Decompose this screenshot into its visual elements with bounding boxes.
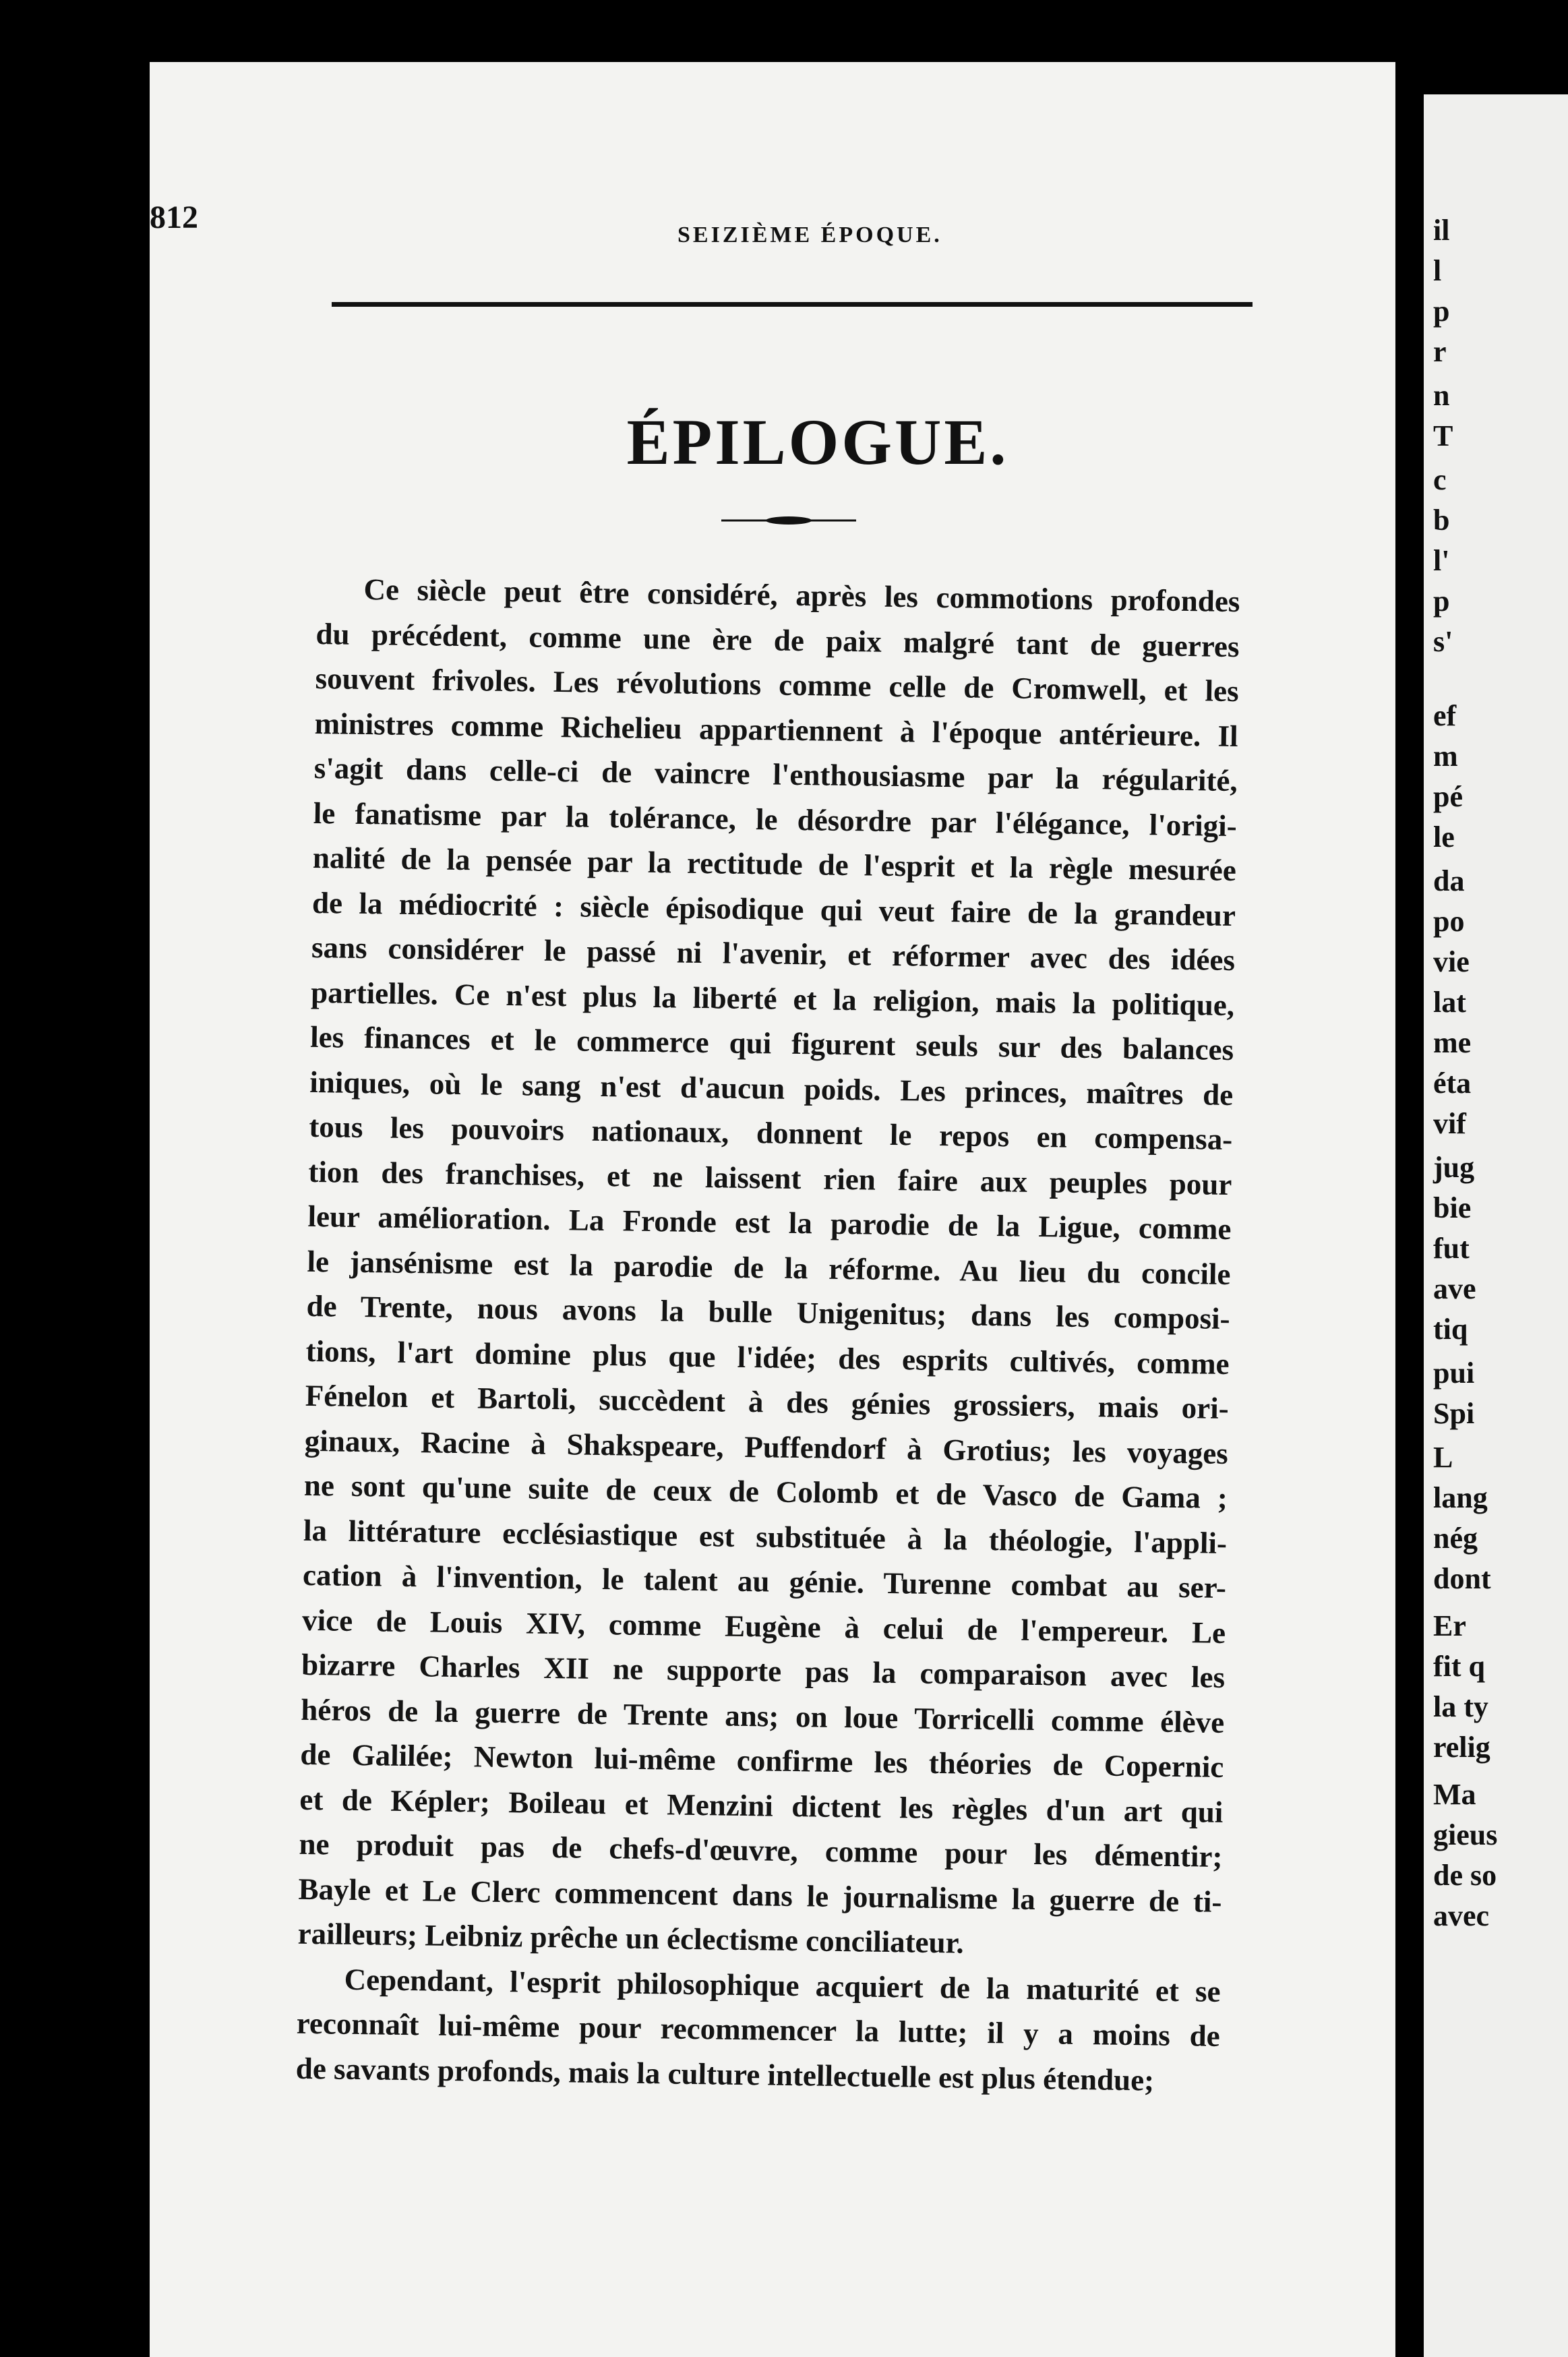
text-line: le jansénisme est la parodie de la réforme. Au lieu du concile <box>307 1244 1231 1291</box>
adjacent-page-fragment: po <box>1433 905 1465 938</box>
paragraph <box>297 566 1240 1969</box>
adjacent-page-fragment: éta <box>1433 1067 1472 1100</box>
page-number: 812 <box>150 200 198 235</box>
text-line: tion des franchises, et ne laissent rien faire aux peuples pour <box>308 1154 1232 1201</box>
adjacent-page-fragment: T <box>1433 419 1453 452</box>
adjacent-page-fragment: jug <box>1433 1151 1475 1184</box>
adjacent-page-fragment: de so <box>1433 1859 1497 1892</box>
title-ornament <box>721 515 856 526</box>
adjacent-page-fragment: r <box>1433 335 1447 368</box>
text-line: et de Képler; Boileau et Menzini dictent les règles d'un art qui <box>299 1782 1224 1829</box>
adjacent-page-fragment: pui <box>1433 1356 1475 1390</box>
adjacent-page-fragment: da <box>1433 864 1465 897</box>
text-line: de savants profonds, mais la culture intellectuelle est plus étendue; <box>295 2051 1155 2097</box>
adjacent-page-fragment: L <box>1433 1441 1453 1474</box>
text-line: ne produit pas de chefs-d'œuvre, comme pour les démentir; <box>299 1826 1223 1874</box>
text-line: Bayle et Le Clerc commencent dans le journalisme la guerre de ti- <box>298 1872 1222 1919</box>
text-line: la littérature ecclésiastique est substituée à la théologie, l'appli- <box>303 1513 1228 1560</box>
text-line: Fénelon et Bartoli, succèdent à des génies grossiers, mais ori- <box>305 1378 1230 1426</box>
adjacent-page-fragment: lang <box>1433 1481 1488 1514</box>
adjacent-page-fragment: Er <box>1433 1609 1466 1642</box>
adjacent-page-fragment: tiq <box>1433 1313 1468 1346</box>
adjacent-page-fragment: s' <box>1433 625 1453 658</box>
adjacent-page-fragment: vie <box>1433 945 1470 978</box>
chapter-title: ÉPILOGUE. <box>626 406 1009 478</box>
adjacent-page-fragment: me <box>1433 1026 1472 1059</box>
adjacent-page-fragment: fut <box>1433 1232 1470 1265</box>
adjacent-page-fragment: Spi <box>1433 1397 1475 1430</box>
adjacent-page-fragment: m <box>1433 740 1458 773</box>
text-line: Ce siècle peut être considéré, après les commotions profondes <box>363 572 1240 619</box>
text-line: de Galilée; Newton lui-même confirme les théories de Copernic <box>300 1737 1224 1784</box>
adjacent-page-fragment: la ty <box>1433 1690 1488 1723</box>
text-line: du précédent, comme une ère de paix malgré tant de guerres <box>315 616 1240 663</box>
text-line: ginaux, Racine à Shakspeare, Puffendorf à Grotius; les voyages <box>304 1423 1229 1470</box>
adjacent-page-fragment: p <box>1433 295 1450 328</box>
adjacent-page-fragment: il <box>1433 214 1450 247</box>
adjacent-page-fragment: fit q <box>1433 1650 1485 1683</box>
text-line: sans considérer le passé ni l'avenir, et réformer avec des idées <box>311 930 1236 978</box>
text-line: railleurs; Leibniz prêche un éclectisme conciliateur. <box>297 1916 965 1960</box>
text-line: s'agit dans celle-ci de vaincre l'enthousiasme par la régularité, <box>313 750 1238 798</box>
header-rule <box>332 302 1253 307</box>
running-head: SEIZIÈME ÉPOQUE. <box>677 222 942 247</box>
text-line: reconnaît lui-même pour recommencer la lutte; il y a moins de <box>296 2006 1221 2053</box>
text-line: les finances et le commerce qui figurent seuls sur des balances <box>309 1019 1234 1067</box>
adjacent-page-fragment: gieus <box>1433 1818 1498 1851</box>
text-line: iniques, où le sang n'est d'aucun poids. Les princes, maîtres de <box>309 1065 1234 1112</box>
adjacent-page-fragment: l' <box>1433 544 1450 577</box>
text-line: tous les pouvoirs nationaux, donnent le repos en compensa- <box>309 1109 1233 1157</box>
text-line: bizarre Charles XII ne supporte pas la comparaison avec les <box>301 1647 1226 1694</box>
adjacent-page-fragment: l <box>1433 254 1442 287</box>
adjacent-page-fragment: le <box>1433 821 1455 854</box>
adjacent-page-fragment: n <box>1433 379 1450 412</box>
text-line: Cependant, l'esprit philosophique acquiert de la maturité et se <box>344 1962 1221 2008</box>
text-line: cation à l'invention, le talent au génie. Turenne combat au ser- <box>302 1557 1227 1605</box>
adjacent-page-fragment: dont <box>1433 1562 1491 1595</box>
adjacent-page-fragment: bie <box>1433 1191 1472 1224</box>
text-line: le fanatisme par la tolérance, le désordre par l'élégance, l'origi- <box>313 796 1238 843</box>
adjacent-page-fragment: ef <box>1433 699 1457 732</box>
text-line: souvent frivoles. Les révolutions comme celle de Cromwell, et les <box>315 661 1239 709</box>
adjacent-page-fragment: ave <box>1433 1272 1476 1305</box>
paragraph <box>295 1956 1221 2104</box>
adjacent-page-fragment: p <box>1433 585 1450 618</box>
text-line: leur amélioration. La Fronde est la parodie de la Ligue, comme <box>307 1199 1232 1247</box>
adjacent-page-fragment: c <box>1433 463 1447 496</box>
adjacent-page-fragment: nég <box>1433 1522 1478 1555</box>
text-line: ministres comme Richelieu appartiennent à l'époque antérieure. Il <box>314 706 1238 753</box>
text-line: tions, l'art domine plus que l'idée; des esprits cultivés, comme <box>305 1334 1230 1381</box>
adjacent-page-fragment: Ma <box>1433 1778 1476 1811</box>
adjacent-page-fragment: relig <box>1433 1731 1490 1764</box>
text-line: partielles. Ce n'est plus la liberté et la religion, mais la politique, <box>310 975 1235 1022</box>
text-line: nalité de la pensée par la rectitude de l'esprit et la règle mesurée <box>312 840 1237 888</box>
text-line: de la médiocrité : siècle épisodique qui veut faire de la grandeur <box>311 885 1236 932</box>
body-text <box>295 566 1240 2104</box>
text-line: ne sont qu'une suite de ceux de Colomb et de Vasco de Gama ; <box>303 1468 1228 1515</box>
adjacent-page-fragment: vif <box>1433 1107 1466 1140</box>
text-line: héros de la guerre de Trente ans; on loue Torricelli comme élève <box>300 1692 1225 1739</box>
adjacent-page-fragment: avec <box>1433 1899 1490 1932</box>
adjacent-page-fragment: pé <box>1433 780 1463 813</box>
text-line: de Trente, nous avons la bulle Unigenitus; dans les composi- <box>306 1288 1230 1336</box>
adjacent-page-fragment: lat <box>1433 986 1466 1019</box>
text-line: vice de Louis XIV, comme Eugène à celui de l'empereur. Le <box>301 1603 1226 1650</box>
adjacent-page-fragment: b <box>1433 504 1450 537</box>
